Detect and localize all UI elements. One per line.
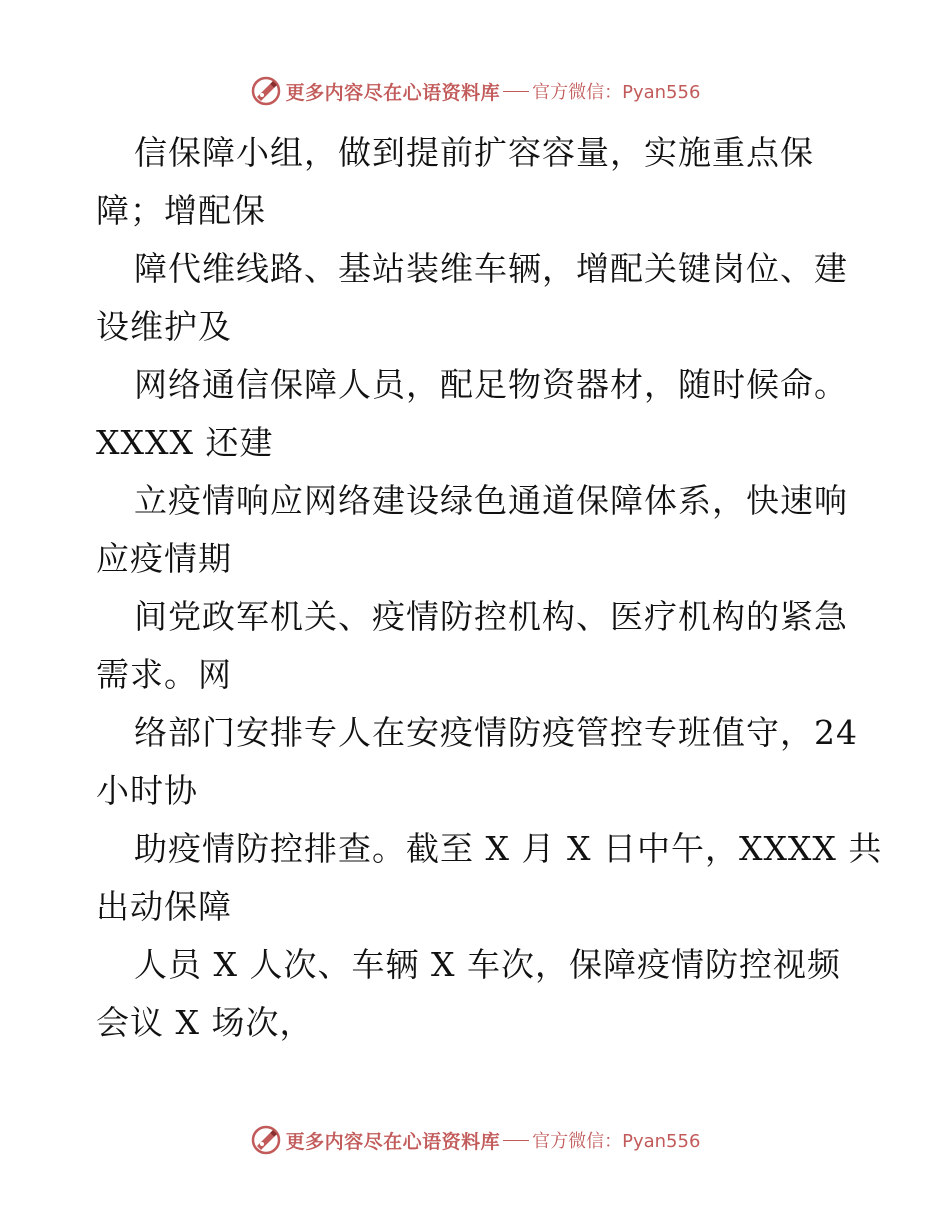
text-line: 应疫情期 — [96, 539, 232, 578]
document-body — [96, 124, 883, 1052]
text-line: 障；增配保 — [96, 191, 266, 230]
text-line: 小时协 — [96, 771, 198, 810]
text-line: 立疫情响应网络建设绿色通道保障体系，快速响 — [134, 481, 848, 520]
text-line: 出动保障 — [96, 887, 232, 926]
text-line: 障代维线路、基站装维车辆，增配关键岗位、建 — [134, 249, 848, 288]
logo-icon — [250, 1124, 282, 1156]
footer-banner — [0, 1120, 950, 1160]
banner-divider — [503, 1140, 529, 1141]
text-line: 络部门安排专人在安疫情防疫管控专班值守，24 — [134, 713, 858, 752]
text-line: 会议 X 场次， — [96, 1003, 314, 1042]
banner-wechat: 官方微信：Pyan556 — [532, 82, 701, 103]
logo-icon — [250, 75, 282, 107]
text-line: 需求。网 — [96, 655, 232, 694]
banner-title: 更多内容尽在心语资料库 — [285, 81, 501, 104]
text-line: 助疫情防控排查。截至 X 月 X 日中午，XXXX 共 — [134, 829, 883, 868]
text-line: 间党政军机关、疫情防控机构、医疗机构的紧急 — [134, 597, 848, 636]
banner-title: 更多内容尽在心语资料库 — [285, 1130, 501, 1153]
banner-divider — [503, 91, 529, 92]
text-line: 网络通信保障人员，配足物资器材，随时候命。 — [134, 365, 848, 404]
text-line: 设维护及 — [96, 307, 232, 346]
header-banner — [0, 71, 950, 111]
banner-wechat: 官方微信：Pyan556 — [532, 1131, 701, 1152]
text-line: 信保障小组，做到提前扩容容量，实施重点保 — [134, 133, 814, 172]
text-line: XXXX 还建 — [96, 423, 274, 462]
text-line: 人员 X 人次、车辆 X 车次，保障疫情防控视频 — [134, 945, 841, 984]
